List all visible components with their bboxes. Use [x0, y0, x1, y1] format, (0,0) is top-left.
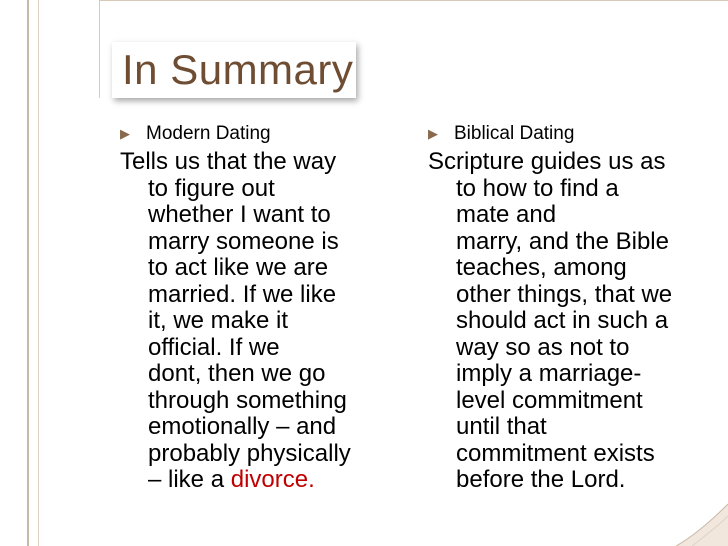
body-line: whether I want to — [148, 201, 331, 228]
body-line: to act like we are — [148, 254, 329, 281]
slide-title: In Summary — [122, 46, 354, 93]
modern-dating-column — [120, 120, 400, 494]
biblical-dating-body — [428, 149, 718, 494]
divorce-highlight: divorce. — [230, 466, 315, 493]
body-line: emotionally – and — [148, 413, 337, 440]
modern-dating-bullet — [120, 120, 400, 148]
frame-line-inner — [38, 0, 39, 546]
body-line: commitment exists — [456, 439, 655, 467]
body-line: married. If we like — [148, 280, 337, 308]
bullet-icon: ▶︎ — [120, 126, 130, 141]
body-line: to figure out — [148, 174, 275, 202]
body-line: level commitment — [456, 386, 643, 414]
body-line: official. If we — [148, 333, 280, 361]
body-line: marry, and the Bible — [456, 227, 669, 255]
body-line: should act in such a — [456, 307, 669, 334]
body-line: probably physically — [148, 439, 351, 467]
body-line: through something — [148, 386, 347, 414]
bullet-icon: ▶︎ — [428, 126, 438, 141]
page-curl-icon — [672, 502, 728, 546]
body-line: Tells us that the way — [120, 148, 337, 175]
body-line: dont, then we go — [148, 360, 326, 387]
body-line: to how to find a — [456, 174, 619, 202]
modern-dating-heading: Modern Dating — [146, 123, 271, 144]
frame-line-outer — [27, 0, 29, 546]
modern-dating-body — [120, 149, 400, 494]
body-line: other things, that we — [456, 280, 673, 308]
body-line: way so as not to — [456, 333, 630, 361]
body-line: before the Lord. — [456, 466, 626, 493]
body-line: Scripture guides us as — [428, 148, 666, 175]
biblical-dating-heading: Biblical Dating — [454, 123, 575, 144]
body-line: until that — [456, 413, 547, 440]
body-line: – like a — [148, 466, 231, 493]
frame-left-rule — [99, 0, 100, 98]
body-line: teaches, among — [456, 254, 627, 281]
frame-top-rule — [99, 0, 728, 1]
body-line: marry someone is — [148, 227, 339, 255]
biblical-dating-column — [428, 120, 718, 494]
biblical-dating-bullet — [428, 120, 718, 148]
body-line: it, we make it — [148, 307, 289, 334]
body-line: imply a marriage- — [456, 360, 642, 387]
body-line: mate and — [456, 201, 557, 228]
